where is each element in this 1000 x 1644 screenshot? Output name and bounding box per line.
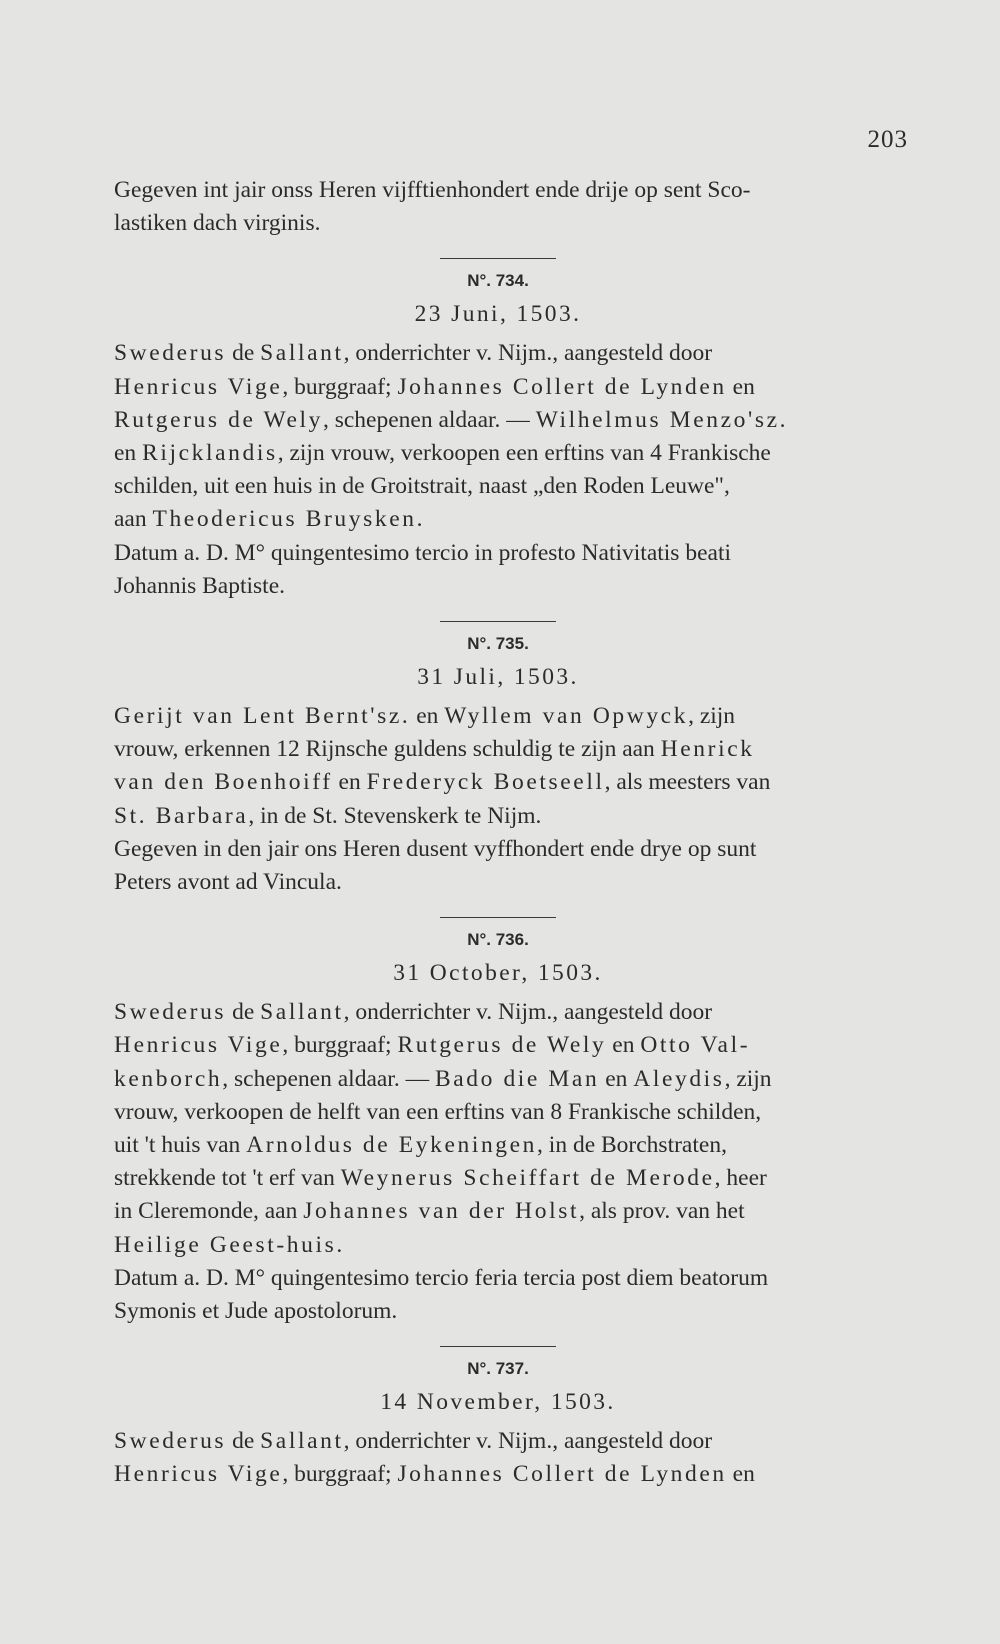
- text-line: [88, 1295, 908, 1328]
- entry: [88, 1328, 908, 1491]
- text-run: , burggraaf;: [282, 1461, 398, 1488]
- spaced-name: Rutgerus de Wely: [397, 1032, 607, 1059]
- entry-number: N°. 734.: [467, 271, 529, 291]
- spaced-name: Sallant: [260, 1428, 344, 1455]
- entry-paragraph: [88, 996, 908, 1262]
- text-run: de: [226, 999, 261, 1026]
- entry-date: 31 Juli, 1503.: [417, 664, 579, 691]
- spacer: [88, 1347, 908, 1359]
- spaced-name: Bado die Man: [434, 1065, 600, 1092]
- text-run: , burggraaf;: [282, 373, 398, 400]
- entry-date: 14 November, 1503.: [380, 1389, 616, 1416]
- spaced-name: Wyllem van Opwyck: [444, 703, 689, 730]
- text-line: [88, 766, 908, 799]
- text-run: vrouw, erkennen 12 Rijnsche guldens schuldig te zijn aan: [114, 736, 661, 763]
- text-run: en: [599, 1065, 634, 1092]
- spaced-name: Johannes Collert de Lynden: [397, 1461, 727, 1488]
- spacer: [88, 950, 908, 958]
- spacer: [88, 259, 908, 271]
- spaced-name: Rijcklandis: [142, 440, 278, 467]
- spacer: [88, 654, 908, 662]
- entry-date: 31 October, 1503.: [393, 960, 603, 987]
- entry-paragraph: [88, 700, 908, 833]
- text-run: , burggraaf;: [282, 1032, 398, 1059]
- text-line: [88, 1425, 908, 1458]
- text-line: [88, 470, 908, 503]
- spaced-name: Henricus Vige: [114, 1461, 283, 1488]
- spacer: [88, 1328, 908, 1346]
- spaced-name: Heilige Geest-huis: [114, 1231, 337, 1258]
- text-run: .: [416, 506, 423, 533]
- text-run: Symonis et Jude apostolorum.: [114, 1298, 398, 1325]
- text-run: vrouw, verkoopen de helft van een erftins van 8 Frankische schilden,: [114, 1098, 762, 1125]
- spacer: [88, 1417, 908, 1425]
- text-line: [88, 800, 908, 833]
- text-line: Gegeven int jair onss Heren vijfftienhondert ende drije op sent Sco-: [114, 177, 751, 203]
- entry-paragraph: [88, 337, 908, 536]
- text-run: Johannis Baptiste.: [114, 572, 286, 599]
- spacer: [88, 899, 908, 917]
- opening-paragraph: [88, 174, 908, 240]
- text-line: [88, 1029, 908, 1062]
- text-run: en: [606, 1032, 641, 1059]
- text-line: [88, 371, 908, 404]
- spacer: [88, 988, 908, 996]
- text-run: en: [726, 373, 755, 400]
- text-line: [88, 1096, 908, 1129]
- spaced-name: Theodericus Bruysken: [152, 506, 417, 533]
- spaced-name: Henrick: [660, 736, 755, 763]
- text-run: Datum a. D. M° quingentesimo tercio feria tercia post diem beatorum: [114, 1264, 769, 1291]
- spacer: [88, 918, 908, 930]
- text-line: [88, 700, 908, 733]
- text-line: [88, 337, 908, 370]
- entry: [88, 603, 908, 899]
- text-run: , als meesters van: [604, 769, 771, 796]
- entry-number: N°. 737.: [467, 1359, 529, 1379]
- spaced-name: Aleydis: [633, 1065, 725, 1092]
- spacer: [88, 329, 908, 337]
- text-run: , zijn: [688, 703, 736, 730]
- entry-number: N°. 736.: [467, 930, 529, 950]
- spaced-name: Johannes Collert de Lynden: [397, 373, 727, 400]
- text-run: strekkende tot 't erf van: [114, 1165, 341, 1192]
- text-line: [88, 437, 908, 470]
- text-run: , heer: [714, 1165, 767, 1192]
- spaced-name: Frederyck Boetseell: [366, 769, 605, 796]
- spaced-name: Rutgerus de Wely: [114, 406, 323, 433]
- spacer: [88, 692, 908, 700]
- spacer: [88, 1379, 908, 1387]
- entry-paragraph: [88, 1262, 908, 1328]
- text-line: [88, 1262, 908, 1295]
- spaced-name: kenborch: [114, 1065, 223, 1092]
- entry-paragraph: [88, 1425, 908, 1491]
- text-run: en: [410, 703, 445, 730]
- spacer: [88, 603, 908, 621]
- entries-list: [88, 240, 908, 1491]
- text-run: de: [226, 340, 261, 367]
- text-run: aan: [114, 506, 153, 533]
- spaced-name: Sallant: [260, 340, 344, 367]
- spaced-name: van den Boenhoiff: [114, 769, 333, 796]
- spaced-name: St. Barbara: [114, 802, 249, 829]
- text-run: Peters avont ad Vincula.: [114, 869, 342, 896]
- spacer: [88, 622, 908, 634]
- text-line: lastiken dach virginis.: [114, 210, 321, 237]
- spaced-name: Sallant: [260, 999, 344, 1026]
- spacer: [88, 291, 908, 299]
- text-run: en: [332, 769, 367, 796]
- text-run: , zijn: [724, 1065, 772, 1092]
- text-run: en: [726, 1461, 755, 1488]
- entry: [88, 899, 908, 1328]
- spaced-name: Johannes van der Holst: [303, 1198, 580, 1225]
- text-line: [88, 1162, 908, 1195]
- text-run: , onderrichter v. Nijm., aangesteld door: [343, 1428, 713, 1455]
- text-run: , in de Borchstraten,: [537, 1132, 727, 1159]
- text-run: schilden, uit een huis in de Groitstrait, naast „den Roden Leuwe",: [114, 473, 730, 500]
- text-line: [88, 537, 908, 570]
- entry-paragraph: [88, 537, 908, 603]
- text-line: [88, 1129, 908, 1162]
- text-run: , onderrichter v. Nijm., aangesteld door: [343, 999, 713, 1026]
- spaced-name: Swederus: [114, 999, 227, 1026]
- spaced-name: Arnoldus de Eykeningen: [246, 1132, 538, 1159]
- text-line: [88, 733, 908, 766]
- text-run: , als prov. van het: [579, 1198, 745, 1225]
- spaced-name: Weynerus Scheiffart de Merode: [340, 1165, 715, 1192]
- text-line: [88, 996, 908, 1029]
- text-line: [88, 503, 908, 536]
- spaced-name: Henricus Vige: [114, 1032, 283, 1059]
- spacer: [88, 240, 908, 258]
- spaced-name: Swederus: [114, 1428, 227, 1455]
- page-text: [88, 174, 908, 1492]
- text-run: Gegeven in den jair ons Heren dusent vyffhondert ende drye op sunt: [114, 835, 757, 862]
- spaced-name: Gerijt van Lent Bernt'sz.: [114, 703, 411, 730]
- page-number: 203: [867, 126, 908, 153]
- text-run: , zijn vrouw, verkoopen een erftins van 4 Frankische: [277, 440, 771, 467]
- entry-number: N°. 735.: [467, 634, 529, 654]
- text-line: [88, 1229, 908, 1262]
- entry: [88, 240, 908, 603]
- text-line: [88, 404, 908, 437]
- spaced-name: Henricus Vige: [114, 373, 283, 400]
- text-run: .: [336, 1231, 343, 1258]
- text-run: , onderrichter v. Nijm., aangesteld door: [343, 340, 713, 367]
- text-run: de: [226, 1428, 261, 1455]
- text-line: [88, 833, 908, 866]
- entry-paragraph: [88, 833, 908, 899]
- text-run: en: [114, 440, 143, 467]
- text-run: Datum a. D. M° quingentesimo tercio in profesto Nativitatis beati: [114, 539, 732, 566]
- text-line: [88, 866, 908, 899]
- text-line: [88, 1063, 908, 1096]
- text-run: , in de St. Stevenskerk te Nijm.: [248, 802, 542, 829]
- text-line: [88, 1195, 908, 1228]
- spaced-name: Otto Val-: [640, 1032, 751, 1059]
- entry-date: 23 Juni, 1503.: [414, 301, 582, 328]
- text-line: [88, 1458, 908, 1491]
- text-run: uit 't huis van: [114, 1132, 247, 1159]
- spaced-name: Swederus: [114, 340, 227, 367]
- text-run: , schepenen aldaar. —: [222, 1065, 435, 1092]
- text-line: [88, 570, 908, 603]
- spaced-name: Wilhelmus Menzo'sz.: [535, 406, 789, 433]
- text-run: in Cleremonde, aan: [114, 1198, 304, 1225]
- text-run: , schepenen aldaar. —: [322, 406, 536, 433]
